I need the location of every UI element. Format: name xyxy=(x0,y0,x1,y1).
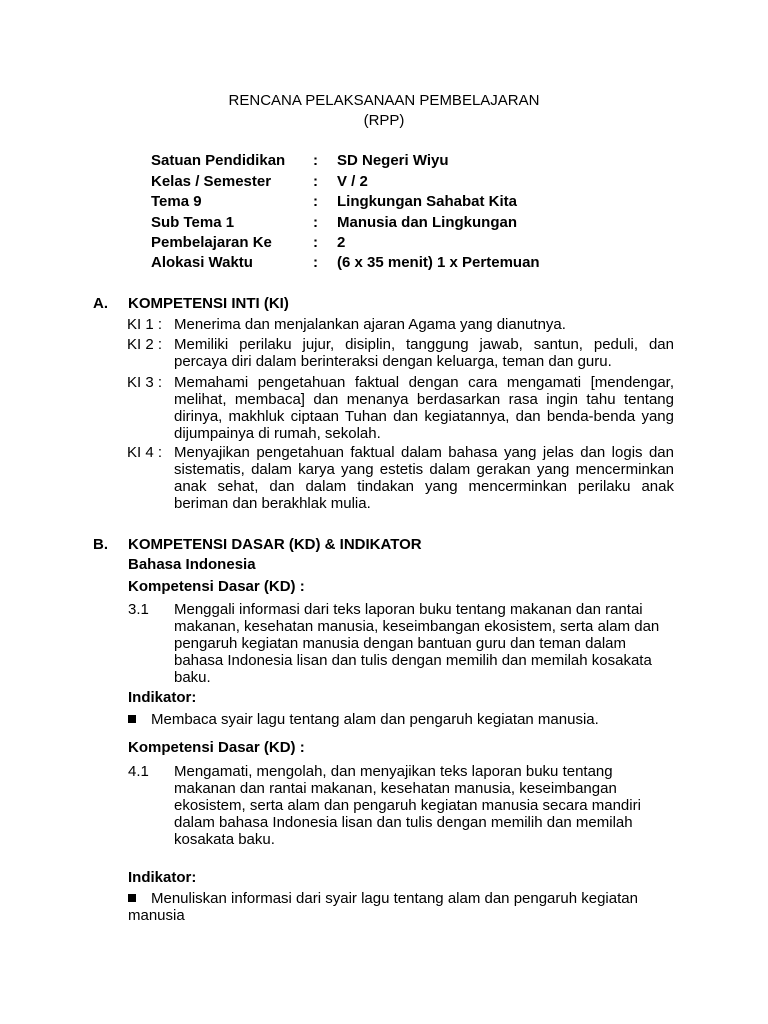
kd-line: makanan dan rantai makanan, kesehatan manusia, keseimbangan xyxy=(174,780,617,797)
kd-item xyxy=(128,763,676,848)
kd-number: 3.1 xyxy=(128,601,149,618)
identity-label: Kelas / Semester xyxy=(151,173,272,190)
identity-colon: : xyxy=(313,152,318,169)
kd-line: pengaruh kegiatan manusia dengan bantuan guru dan teman dalam xyxy=(174,635,627,652)
section-letter: A. xyxy=(93,295,108,312)
indikator-text: Membaca syair lagu tentang alam dan pengaruh kegiatan manusia. xyxy=(151,711,599,728)
kd-line: makanan, kesehatan manusia, keseimbangan ekosistem, serta alam dan xyxy=(174,618,660,635)
identity-colon: : xyxy=(313,254,318,271)
section-title: KOMPETENSI DASAR (KD) & INDIKATOR xyxy=(128,536,422,553)
ki-code: KI 4 : xyxy=(127,444,163,461)
kd-line: baku. xyxy=(174,669,211,686)
ki-item xyxy=(127,316,674,333)
kd-line: bahasa Indonesia lisan dan tulis dengan memilih dan memilah kosakata xyxy=(174,652,652,669)
ki-item xyxy=(127,336,674,370)
ki-text: Menyajikan pengetahuan faktual dalam bahasa yang jelas dan logis dan sistematis, dalam karya yang estetis dalam gerakan yang mencerminkan anak sehat, dan dalam tindakan yang mencerminkan perilaku anak beriman dan berakhlak mulia. xyxy=(174,444,674,512)
kd-line: Menggali informasi dari teks laporan buku tentang makanan dan rantai xyxy=(174,601,643,618)
indikator-item xyxy=(128,890,676,924)
identity-label: Sub Tema 1 xyxy=(151,214,235,231)
identity-value: (6 x 35 menit) 1 x Pertemuan xyxy=(337,254,540,271)
indikator-item xyxy=(128,711,676,728)
section-letter: B. xyxy=(93,536,108,553)
ki-item xyxy=(127,374,674,442)
indikator-text-continued: manusia xyxy=(128,907,185,924)
kd-label: Kompetensi Dasar (KD) : xyxy=(128,578,305,595)
subject-label: Bahasa Indonesia xyxy=(128,556,256,573)
identity-colon: : xyxy=(313,234,318,251)
kd-line: dalam bahasa Indonesia lisan dan tulis dengan memilih dan memilah xyxy=(174,814,633,831)
kd-line: ekosistem, serta alam dan pengaruh kegiatan manusia secara mandiri xyxy=(174,797,641,814)
identity-colon: : xyxy=(313,214,318,231)
identity-value: Manusia dan Lingkungan xyxy=(337,214,518,231)
document-title: RENCANA PELAKSANAAN PEMBELAJARAN xyxy=(228,92,540,109)
identity-value: SD Negeri Wiyu xyxy=(337,152,449,169)
ki-text: Menerima dan menjalankan ajaran Agama yang dianutnya. xyxy=(174,316,566,333)
ki-item xyxy=(127,444,674,512)
indikator-label: Indikator: xyxy=(128,869,197,886)
identity-colon: : xyxy=(313,193,318,210)
ki-text: Memiliki perilaku jujur, disiplin, tanggung jawab, santun, peduli, dan percaya diri dalam berinteraksi dengan keluarga, teman dan guru. xyxy=(174,336,674,370)
ki-code: KI 3 : xyxy=(127,374,163,391)
kd-label: Kompetensi Dasar (KD) : xyxy=(128,739,305,756)
identity-value: V / 2 xyxy=(337,173,368,190)
identity-label: Alokasi Waktu xyxy=(151,254,253,271)
section-title: KOMPETENSI INTI (KI) xyxy=(128,295,289,312)
kd-text xyxy=(174,763,676,848)
identity-value: Lingkungan Sahabat Kita xyxy=(337,193,518,210)
identity-label: Satuan Pendidikan xyxy=(151,152,286,169)
kd-text xyxy=(174,601,676,686)
kd-line: kosakata baku. xyxy=(174,831,275,848)
identity-colon: : xyxy=(313,173,318,190)
indikator-label: Indikator: xyxy=(128,689,197,706)
kd-number: 4.1 xyxy=(128,763,149,780)
identity-label: Pembelajaran Ke xyxy=(151,234,272,251)
kd-line: Mengamati, mengolah, dan menyajikan teks laporan buku tentang xyxy=(174,763,613,780)
identity-value: 2 xyxy=(337,234,346,251)
bullet-square-icon xyxy=(128,715,136,723)
identity-label: Tema 9 xyxy=(151,193,202,210)
ki-text: Memahami pengetahuan faktual dengan cara mengamati [mendengar, melihat, membaca] dan menanya berdasarkan rasa ingin tahu tentang dirinya, makhluk ciptaan Tuhan dan kegiatannya, dan benda-benda yang dijumpainya di rumah, sekolah. xyxy=(174,374,674,442)
ki-code: KI 2 : xyxy=(127,336,163,353)
kd-item xyxy=(128,601,676,686)
bullet-square-icon xyxy=(128,894,136,902)
indikator-text: Menuliskan informasi dari syair lagu tentang alam dan pengaruh kegiatan xyxy=(151,890,638,907)
document-subtitle: (RPP) xyxy=(363,112,405,129)
ki-code: KI 1 : xyxy=(127,316,163,333)
